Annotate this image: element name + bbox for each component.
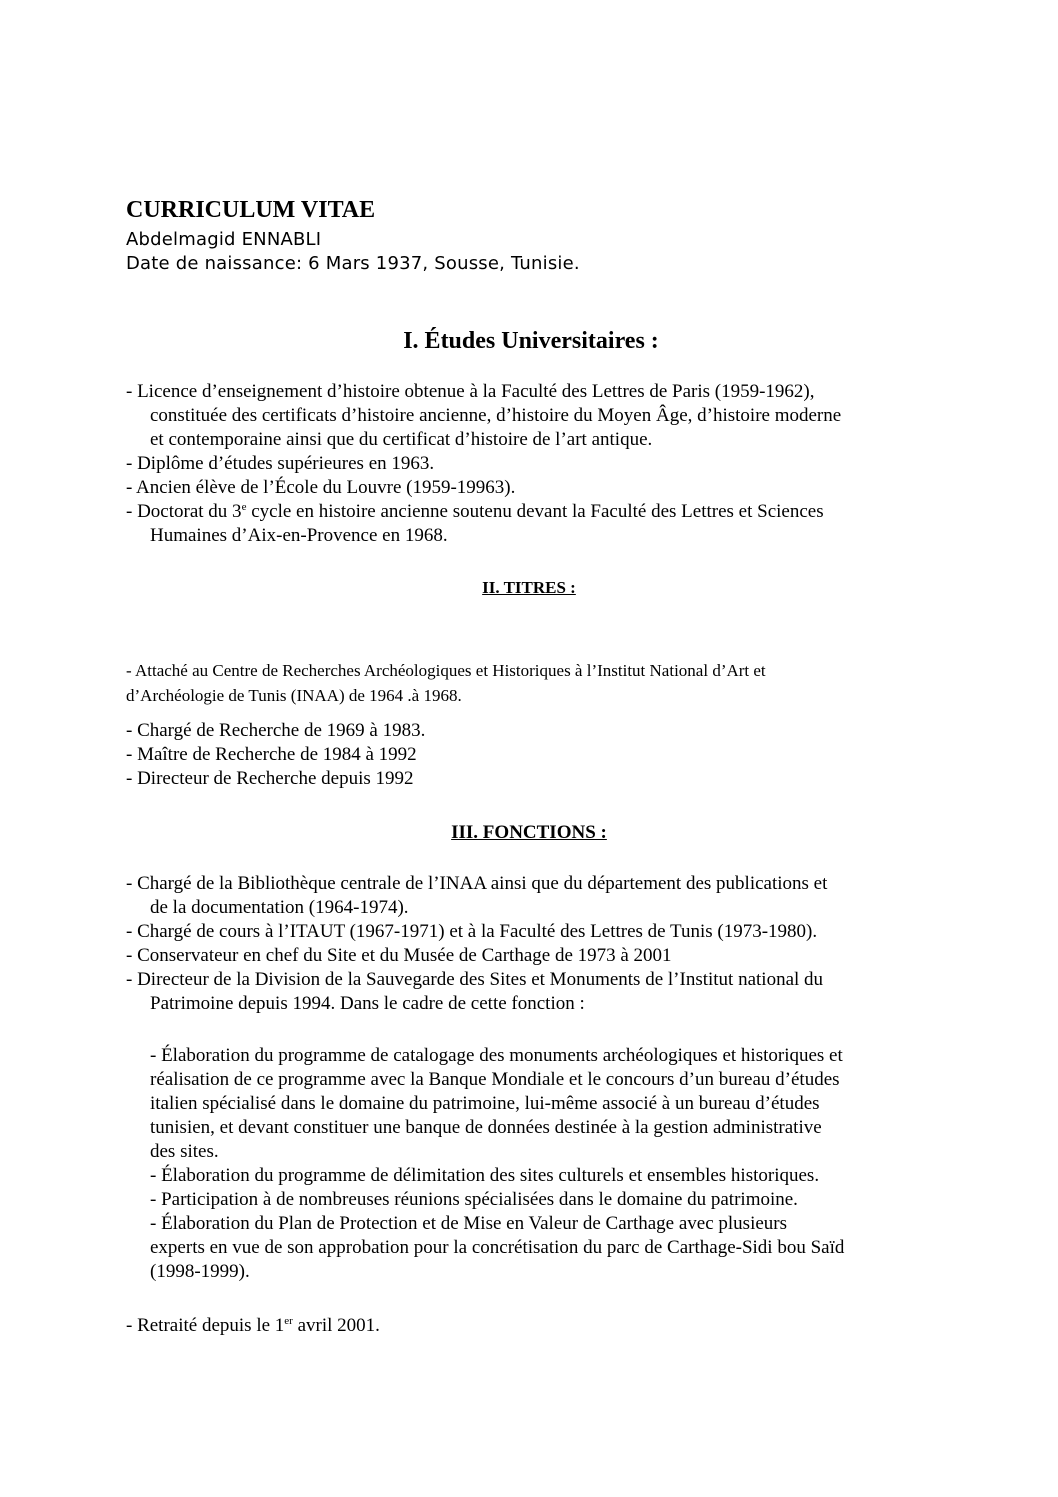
item-dash: - bbox=[126, 501, 138, 522]
list-item bbox=[126, 380, 946, 452]
list-item: - Chargé de Recherche de 1969 à 1983. bbox=[126, 720, 426, 741]
titres-intro bbox=[126, 658, 946, 708]
item-line: tunisien, et devant constituer une banque de données destinée à la gestion administrative bbox=[150, 1117, 822, 1138]
section-title-fonctions: III. FONCTIONS : bbox=[451, 822, 607, 843]
item-line: - Participation à de nombreuses réunions spécialisées dans le domaine du patrimoine. bbox=[150, 1189, 798, 1210]
item-line: - Attaché au Centre de Recherches Archéologiques et Historiques à l’Institut National d’Art et bbox=[126, 661, 766, 680]
item-line: Ancien élève de l’École du Louvre (1959-19963). bbox=[136, 477, 516, 498]
superscript: e bbox=[241, 501, 247, 513]
item-line: - Conservateur en chef du Site et du Musée de Carthage de 1973 à 2001 bbox=[126, 945, 672, 966]
document-title: CURRICULUM VITAE bbox=[126, 197, 376, 223]
item-line: des sites. bbox=[150, 1141, 219, 1162]
item-line: Patrimoine depuis 1994. Dans le cadre de cette fonction : bbox=[150, 993, 585, 1014]
item-line: experts en vue de son approbation pour la concrétisation du parc de Carthage-Sidi bou Saïd bbox=[150, 1237, 845, 1258]
item-line: Licence d’enseignement d’histoire obtenue à la Faculté des Lettres de Paris (1959-1962), bbox=[137, 381, 815, 402]
item-dash: - bbox=[126, 381, 138, 402]
list-item bbox=[126, 1164, 956, 1188]
item-line: - Chargé de cours à l’ITAUT (1967-1971) et à la Faculté des Lettres de Tunis (1973-1980). bbox=[126, 921, 818, 942]
item-dash: - bbox=[126, 453, 138, 474]
item-line: - Élaboration du programme de catalogage des monuments archéologiques et historiques et bbox=[150, 1045, 843, 1066]
section-title-etudes: I. Études Universitaires : bbox=[403, 328, 659, 354]
list-item: - Directeur de Recherche depuis 1992 bbox=[126, 768, 414, 789]
fonctions-list bbox=[126, 872, 946, 1016]
item-line: italien spécialisé dans le domaine du patrimoine, lui-même associé à un bureau d’études bbox=[150, 1093, 820, 1114]
superscript: er bbox=[284, 1315, 293, 1327]
list-item bbox=[126, 500, 946, 548]
item-line: - Retraité depuis le 1 bbox=[126, 1315, 285, 1336]
retirement-item bbox=[126, 1314, 946, 1338]
birth-info: Date de naissance: 6 Mars 1937, Sousse, Tunisie. bbox=[126, 253, 580, 274]
list-item bbox=[126, 968, 946, 1016]
item-line: avril 2001. bbox=[292, 1315, 380, 1336]
item-line: Diplôme d’études supérieures en 1963. bbox=[137, 453, 435, 474]
list-item bbox=[126, 944, 946, 968]
item-line: - Élaboration du programme de délimitation des sites culturels et ensembles historiques. bbox=[150, 1165, 820, 1186]
item-line: et contemporaine ainsi que du certificat d’histoire de l’art antique. bbox=[150, 429, 653, 450]
fonctions-sub-list bbox=[126, 1044, 956, 1284]
list-item bbox=[126, 872, 946, 920]
item-line: Humaines d’Aix-en-Provence en 1968. bbox=[150, 525, 448, 546]
item-line: - Chargé de la Bibliothèque centrale de l’INAA ainsi que du département des publications et bbox=[126, 873, 828, 894]
item-line: (1998-1999). bbox=[150, 1261, 250, 1282]
item-line: réalisation de ce programme avec la Banque Mondiale et le concours d’un bureau d’études bbox=[150, 1069, 840, 1090]
item-line: cycle en histoire ancienne soutenu devant la Faculté des Lettres et Sciences bbox=[246, 501, 824, 522]
list-item bbox=[126, 920, 946, 944]
person-name: Abdelmagid ENNABLI bbox=[126, 229, 322, 250]
list-item bbox=[126, 452, 946, 476]
list-item bbox=[126, 1212, 956, 1284]
titres-list bbox=[126, 719, 946, 791]
item-line: - Directeur de la Division de la Sauvegarde des Sites et Monuments de l’Institut national du bbox=[126, 969, 824, 990]
list-item bbox=[126, 1044, 956, 1164]
item-line: - Élaboration du Plan de Protection et de Mise en Valeur de Carthage avec plusieurs bbox=[150, 1213, 788, 1234]
list-item bbox=[126, 476, 946, 500]
item-line: Doctorat du 3 bbox=[137, 501, 242, 522]
list-item bbox=[126, 1188, 956, 1212]
item-line: constituée des certificats d’histoire ancienne, d’histoire du Moyen Âge, d’histoire moderne bbox=[150, 405, 842, 426]
item-line: d’Archéologie de Tunis (INAA) de 1964 .à 1968. bbox=[126, 686, 462, 705]
item-line: de la documentation (1964-1974). bbox=[150, 897, 409, 918]
etudes-list bbox=[126, 380, 946, 548]
section-title-titres: II. TITRES : bbox=[482, 578, 576, 597]
list-item: - Maître de Recherche de 1984 à 1992 bbox=[126, 744, 417, 765]
item-dash: - bbox=[126, 477, 137, 498]
